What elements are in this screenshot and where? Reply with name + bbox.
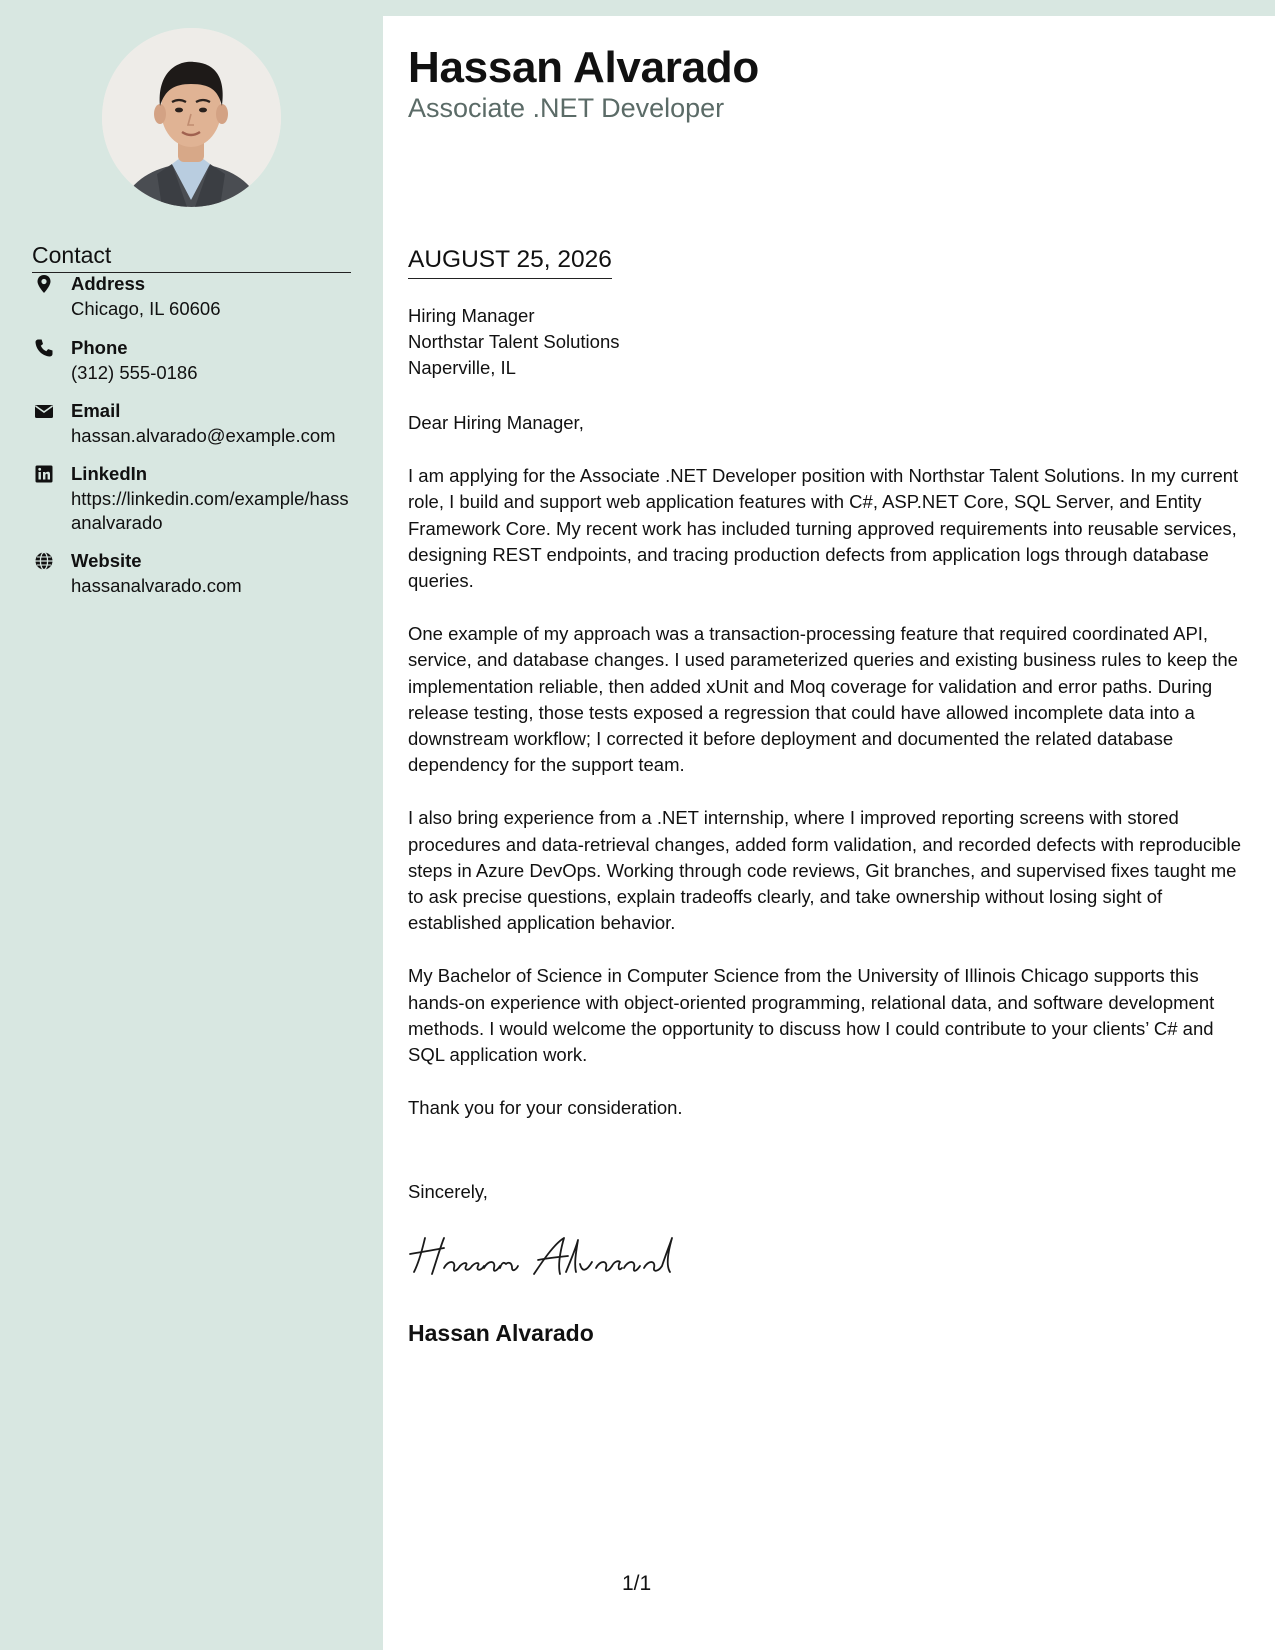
phone-label: Phone: [71, 337, 128, 358]
linkedin-value[interactable]: https://linkedin.com/example/hassanalvarado: [71, 488, 349, 533]
handwritten-signature: [408, 1232, 678, 1284]
applicant-name: Hassan Alvarado: [408, 43, 759, 92]
body-paragraph-5: Thank you for your consideration.: [408, 1096, 683, 1118]
letter-body: [408, 463, 1250, 1148]
address-label: Address: [71, 273, 146, 294]
address-value: Chicago, IL 60606: [71, 298, 221, 319]
profile-photo: [102, 28, 281, 207]
website-label: Website: [71, 550, 142, 571]
email-label: Email: [71, 400, 121, 421]
recipient-block: [408, 303, 620, 381]
body-paragraph-4: My Bachelor of Science in Computer Science from the University of Illinois Chicago supports this hands-on experience with object-oriented programming, relational data, and software development methods. I would welcome the opportunity to discuss how I could contribute to your clients’ C# and SQL application work.: [408, 965, 1215, 1066]
website-value[interactable]: hassanalvarado.com: [71, 575, 242, 596]
globe-icon: [34, 551, 54, 571]
applicant-title: Associate .NET Developer: [408, 93, 725, 123]
email-value: hassan.alvarado@example.com: [71, 425, 336, 446]
recipient-name: Hiring Manager: [408, 305, 535, 326]
letter-main: [383, 16, 1275, 1650]
body-paragraph-2: One example of my approach was a transaction-processing feature that required coordinated API, service, and database changes. I used parameterized queries and existing business rules to keep the implementation reliable, then added xUnit and Moq coverage for validation and error paths. During release testing, those tests exposed a regression that could have allowed incomplete data into a downstream workflow; I corrected it before deployment and documented the related database dependency for the support team.: [408, 622, 1238, 776]
body-paragraph-3: I also bring experience from a .NET internship, where I improved reporting screens with stored procedures and data-retrieval changes, added form validation, and recorded defects with reproducible steps in Azure DevOps. Working through code reviews, Git branches, and supervised fixes taught me to ask precise questions, explain tradeoffs clearly, and take ownership without losing sight of established application behavior.: [408, 807, 1241, 934]
linkedin-label: LinkedIn: [71, 463, 148, 484]
envelope-icon: [34, 401, 54, 421]
phone-value: (312) 555-0186: [71, 362, 198, 383]
signer-name: Hassan Alvarado: [408, 1320, 594, 1346]
body-paragraph-1: I am applying for the Associate .NET Developer position with Northstar Talent Solutions. In my current role, I build and support web application features with C#, ASP.NET Core, SQL Server, and Entity Framework Core. My recent work has included turning approved requirements into reusable services, designing REST endpoints, and tracing production defects from application logs through database queries.: [408, 465, 1239, 592]
letter-date: AUGUST 25, 2026: [408, 244, 612, 279]
page-number: 1/1: [622, 1572, 652, 1595]
sidebar: [0, 0, 383, 1650]
recipient-company: Northstar Talent Solutions: [408, 331, 620, 352]
contact-heading: Contact: [32, 240, 351, 273]
salutation: Dear Hiring Manager,: [408, 412, 584, 433]
linkedin-icon: [34, 464, 54, 484]
phone-icon: [34, 338, 54, 358]
map-pin-icon: [34, 274, 54, 294]
recipient-location: Naperville, IL: [408, 357, 516, 378]
closing: Sincerely,: [408, 1181, 488, 1202]
